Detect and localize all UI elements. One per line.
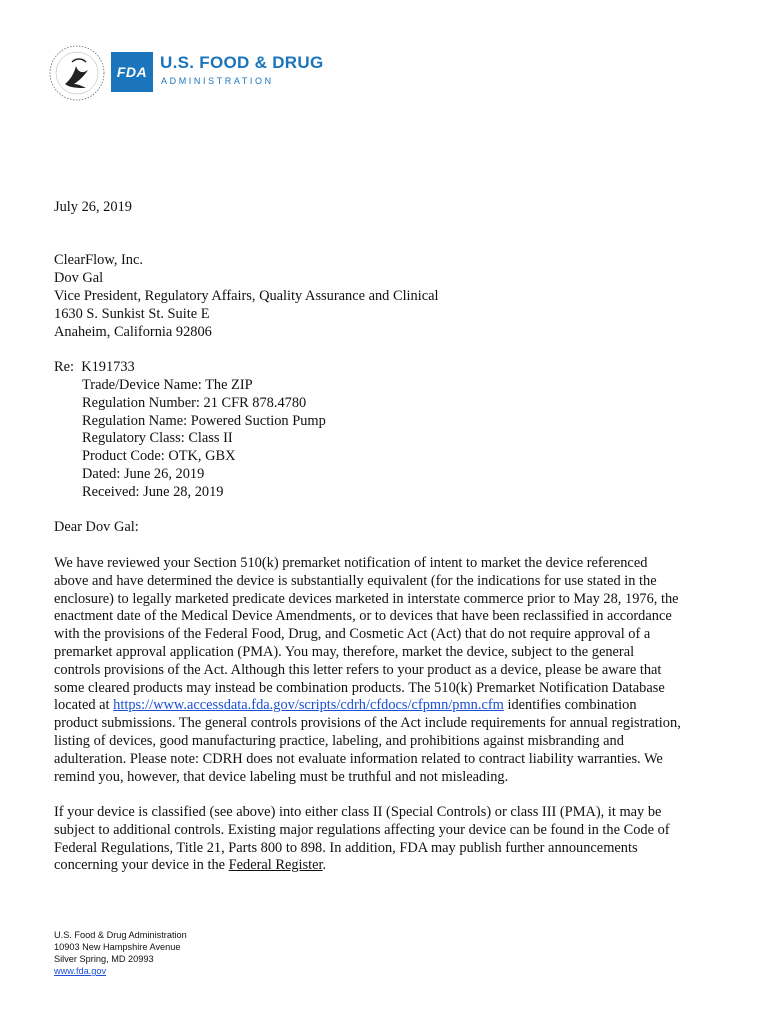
fr-suffix: . [322, 857, 327, 874]
fr-prefix: concerning your device in the [54, 857, 229, 874]
footer-address-line1: 10903 New Hampshire Avenue [54, 942, 181, 952]
re-regulatory-class: Regulatory Class: Class II [82, 430, 233, 447]
paragraph-line: We have reviewed your Section 510(k) premarket notification of intent to market the device referenced [54, 554, 648, 571]
recipient-address-line2: Anaheim, California 92806 [54, 323, 212, 340]
paragraph-2 [54, 804, 722, 875]
footer-org: U.S. Food & Drug Administration [54, 930, 187, 940]
agency-subtitle: ADMINISTRATION [161, 76, 274, 86]
premarket-database-link[interactable]: https://www.accessdata.fda.gov/scripts/cdrh/cfdocs/cfpmn/pmn.cfm [113, 697, 504, 714]
hhs-seal-icon [48, 44, 106, 102]
paragraph-line: premarket approval application (PMA). You may, therefore, market the device, subject to the general [54, 643, 635, 660]
fda-website-link[interactable]: www.fda.gov [54, 966, 107, 976]
re-block [54, 359, 722, 501]
paragraph-line-with-link [54, 697, 722, 715]
paragraph-line: adulteration. Please note: CDRH does not evaluate information related to contract liability warranties. We [54, 750, 663, 767]
link-suffix: identifies combination [503, 697, 637, 714]
fda-logo-badge: FDA [111, 52, 153, 92]
paragraph-line: subject to additional controls. Existing major regulations affecting your device can be found in the Code of [54, 821, 670, 838]
re-received: Received: June 28, 2019 [82, 483, 224, 500]
re-regulation-name: Regulation Name: Powered Suction Pump [82, 412, 326, 429]
recipient-address-line1: 1630 S. Sunkist St. Suite E [54, 305, 210, 322]
paragraph-line: remind you, however, that device labeling must be truthful and not misleading. [54, 768, 509, 785]
k-number: K191733 [81, 359, 135, 376]
paragraph-line: controls provisions of the Act. Although this letter refers to your product as a device, please be aware that [54, 661, 662, 678]
paragraph-line: listing of devices, good manufacturing practice, labeling, and prohibitions against misbranding and [54, 732, 624, 749]
recipient-company: ClearFlow, Inc. [54, 252, 143, 269]
letterhead [48, 44, 324, 104]
agency-name: U.S. FOOD & DRUG [160, 53, 324, 72]
recipient-block [54, 252, 722, 341]
paragraph-line: Federal Regulations, Title 21, Parts 800 to 898. In addition, FDA may publish further announcements [54, 839, 638, 856]
paragraph-1 [54, 555, 722, 786]
paragraph-line: product submissions. The general controls provisions of the Act include requirements for annual registration, [54, 715, 681, 732]
paragraph-line-federal-register [54, 857, 722, 875]
paragraph-line: above and have determined the device is substantially equivalent (for the indications for use stated in the [54, 572, 657, 589]
letter-date: July 26, 2019 [54, 199, 132, 215]
paragraph-line: enactment date of the Medical Device Amendments, or to devices that have been reclassified in accordance [54, 608, 672, 625]
paragraph-line: If your device is classified (see above) into either class II (Special Controls) or class III (PMA), it may be [54, 804, 662, 821]
re-device-name: Trade/Device Name: The ZIP [82, 376, 253, 393]
federal-register-title: Federal Register [228, 857, 323, 874]
re-dated: Dated: June 26, 2019 [82, 465, 205, 482]
recipient-name: Dov Gal [54, 270, 104, 287]
re-product-code: Product Code: OTK, GBX [82, 448, 236, 465]
paragraph-line: some cleared products may instead be combination products. The 510(k) Premarket Notification Database [54, 679, 665, 696]
re-regulation-number: Regulation Number: 21 CFR 878.4780 [82, 394, 307, 411]
re-line [54, 359, 722, 377]
footer-address-line2: Silver Spring, MD 20993 [54, 954, 154, 964]
paragraph-line: enclosure) to legally marketed predicate devices marketed in interstate commerce prior to May 28, 1976, the [54, 590, 679, 607]
re-label: Re: [54, 359, 74, 376]
footer-address [54, 929, 187, 977]
paragraph-line: with the provisions of the Federal Food, Drug, and Cosmetic Act (Act) that do not require approval of a [54, 626, 651, 643]
recipient-title: Vice President, Regulatory Affairs, Quality Assurance and Clinical [54, 287, 439, 304]
salutation: Dear Dov Gal: [54, 519, 139, 536]
link-prefix: located at [54, 697, 114, 714]
letter-body [54, 199, 722, 875]
